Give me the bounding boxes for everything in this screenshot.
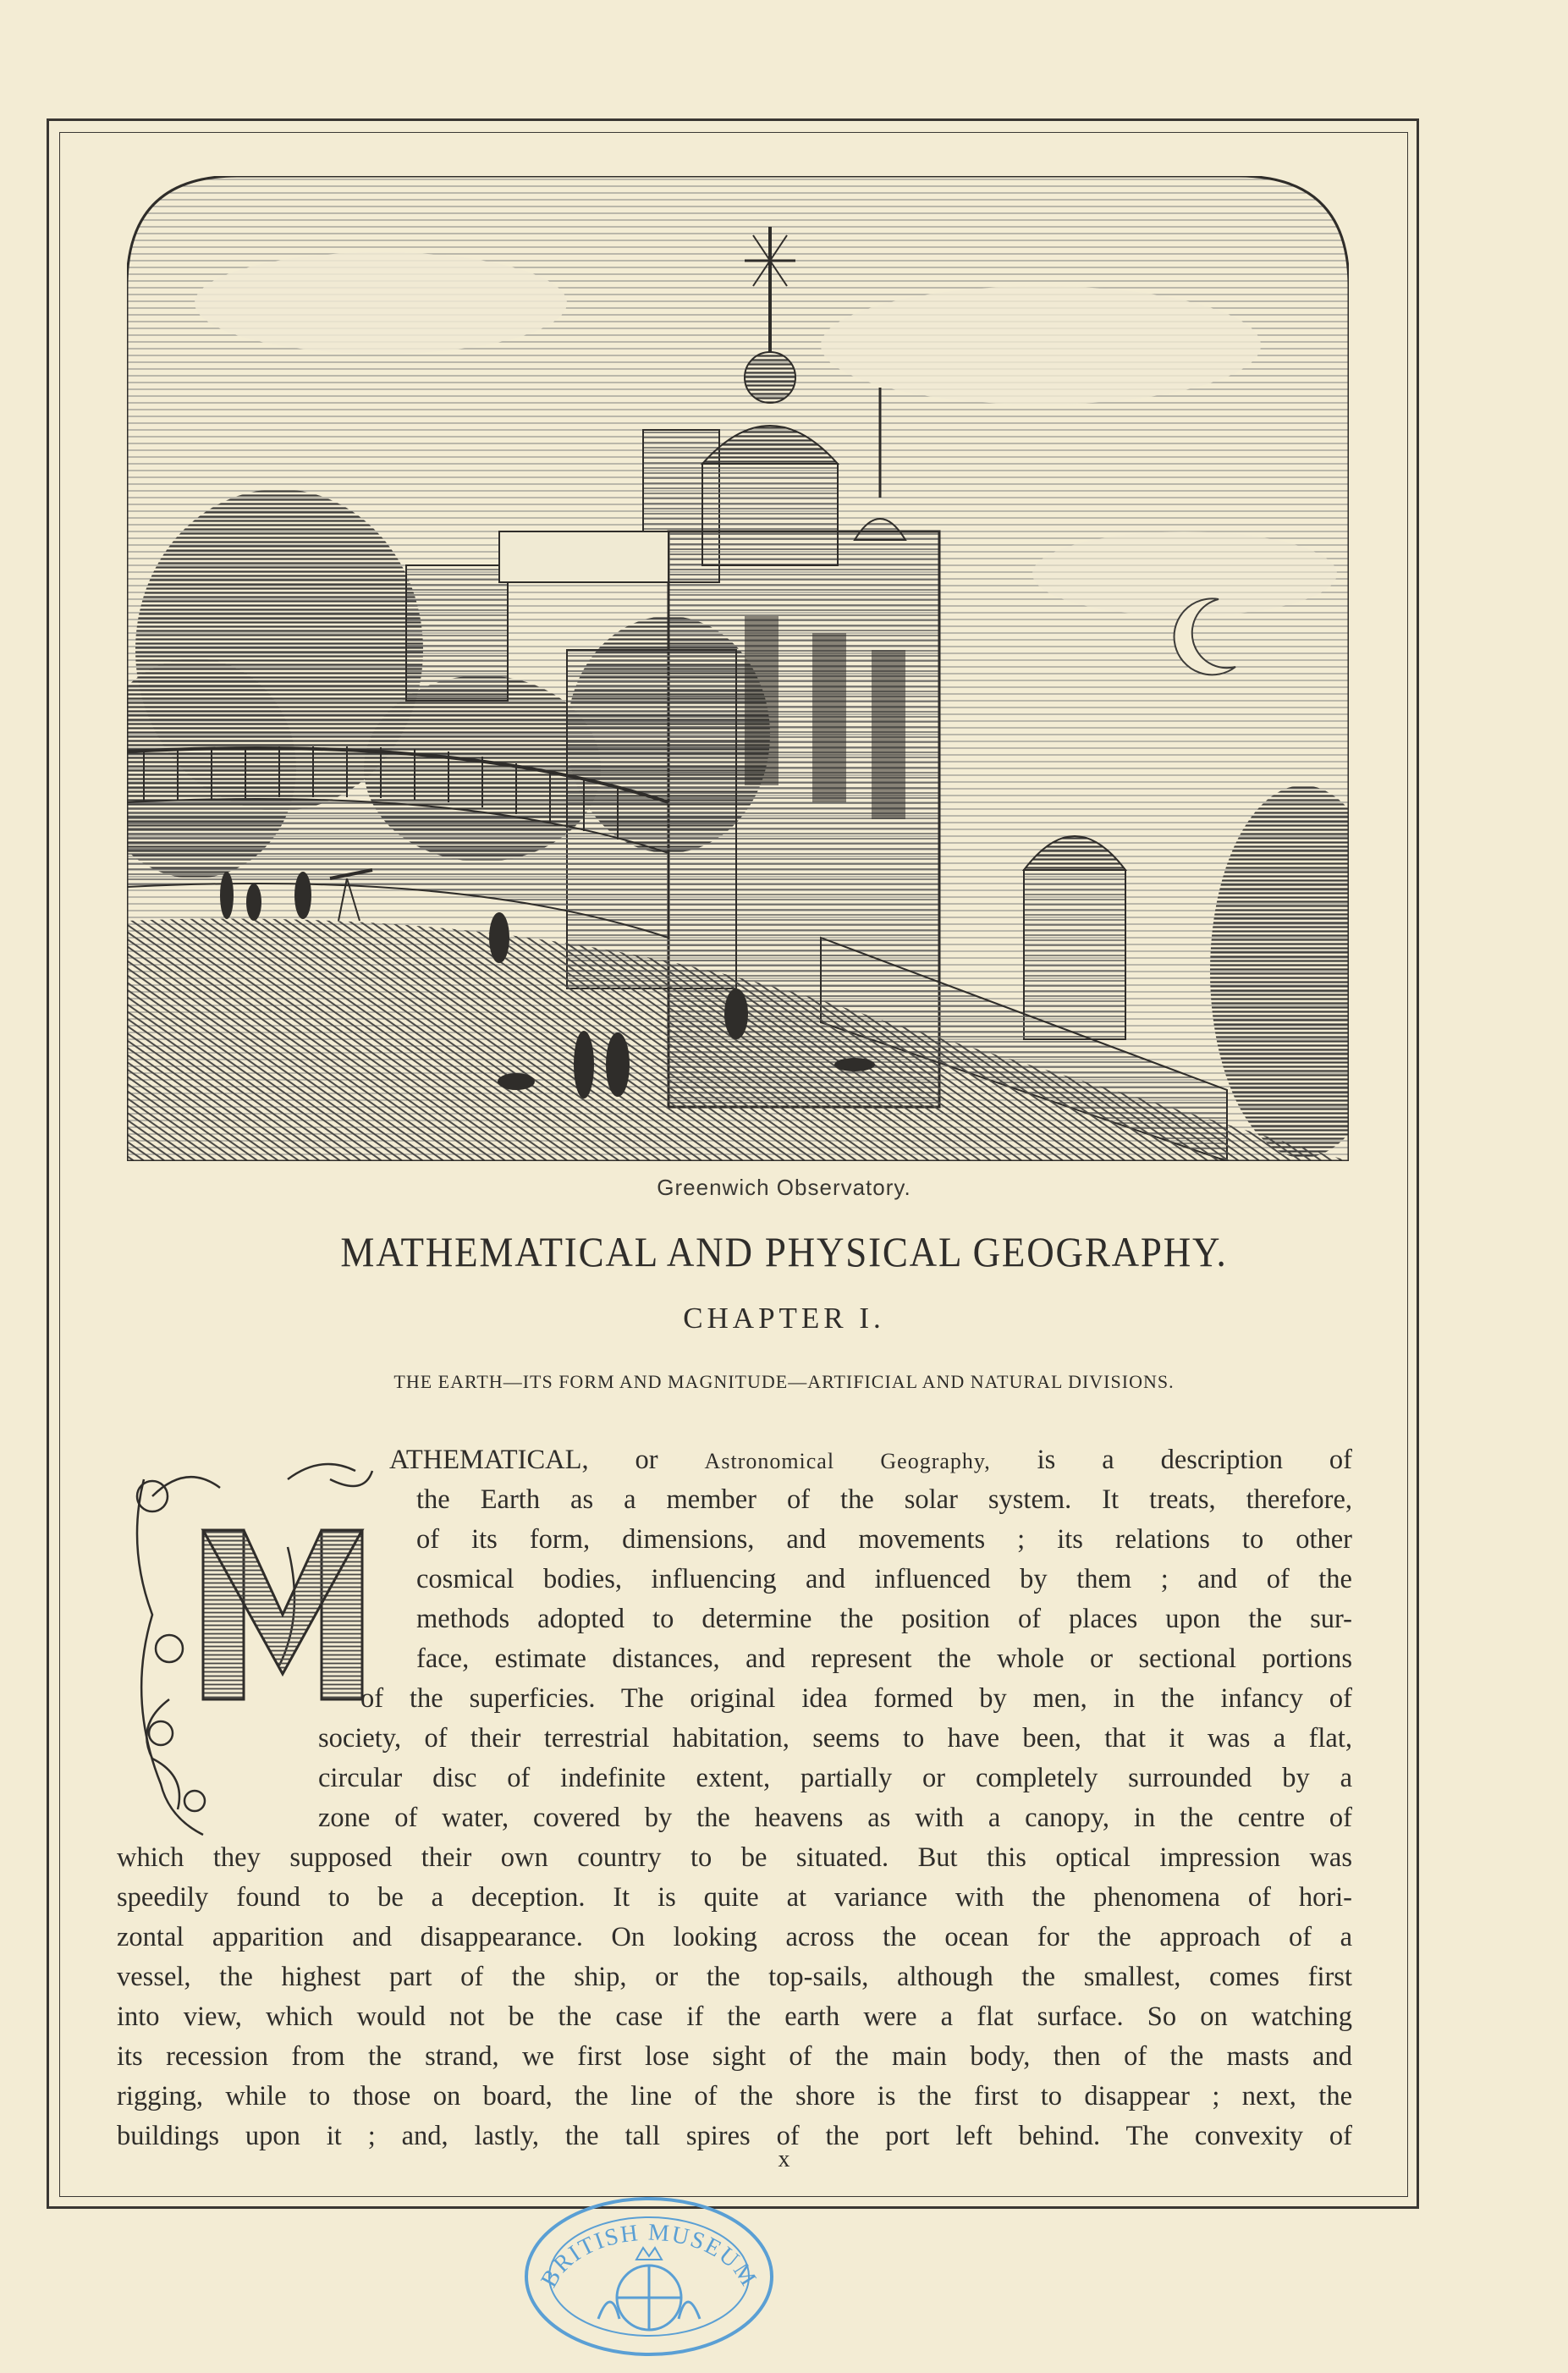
body-line: which they supposed their own country to be situated. But this optical impression was [117, 1842, 1352, 1873]
body-line: its recession from the strand, we first lose sight of the main body, then of the masts and [117, 2041, 1352, 2072]
body-line-1: ATHEMATICAL, or Astronomical Geography, is a description of [389, 1445, 1352, 1475]
chapter-subtitle: THE EARTH—ITS FORM AND MAGNITUDE—ARTIFICIAL AND NATURAL DIVISIONS. [393, 1371, 1175, 1392]
british-museum-stamp [518, 2192, 780, 2361]
body-line: zone of water, covered by the heavens as with a canopy, in the centre of [318, 1803, 1352, 1833]
illustration-caption: Greenwich Observatory. [657, 1175, 911, 1200]
body-line: society, of their terrestrial habitation, seems to have been, that it was a flat, [318, 1723, 1352, 1754]
body-line: into view, which would not be the case if the earth were a flat surface. So on watching [117, 2001, 1352, 2032]
greenwich-observatory-illustration [127, 176, 1349, 1161]
body-line: vessel, the highest part of the ship, or the top-sails, although the smallest, comes first [117, 1962, 1352, 1992]
body-line: circular disc of indefinite extent, partially or completely surrounded by a [318, 1763, 1352, 1793]
signature-mark: x [778, 2146, 790, 2172]
body-line: of its form, dimensions, and movements ; its relations to other [416, 1524, 1352, 1555]
body-line: of the superficies. The original idea formed by men, in the infancy of [360, 1683, 1352, 1714]
chapter-heading: CHAPTER I. [683, 1302, 885, 1335]
body-line: zontal apparition and disappearance. On looking across the ocean for the approach of a [117, 1922, 1352, 1952]
body-line: cosmical bodies, influencing and influenced by them ; and of the [416, 1564, 1352, 1594]
initial-letter: M [278, 1676, 287, 1685]
svg-text:BRITISH MUSEUM: BRITISH MUSEUM [536, 2219, 762, 2293]
body-line: methods adopted to determine the position of places upon the sur- [416, 1604, 1352, 1634]
page-title: MATHEMATICAL AND PHYSICAL GEOGRAPHY. [340, 1228, 1228, 1275]
body-line: speedily found to be a deception. It is quite at variance with the phenomena of hori- [117, 1882, 1352, 1913]
body-line: rigging, while to those on board, the line of the shore is the first to disappear ; next, the [117, 2081, 1352, 2111]
body-line: buildings upon it ; and, lastly, the tall spires of the port left behind. The convexity of [117, 2121, 1352, 2151]
body-line: face, estimate distances, and represent the whole or sectional portions [416, 1643, 1352, 1674]
body-line: the Earth as a member of the solar system. It treats, therefore, [416, 1484, 1352, 1515]
